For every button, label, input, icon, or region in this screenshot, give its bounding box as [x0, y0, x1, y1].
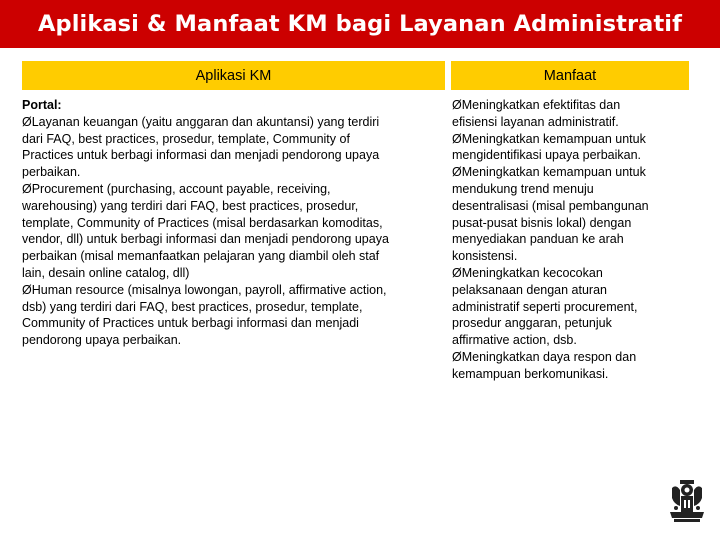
text-line: desentralisasi (misal pembangunan: [452, 198, 649, 213]
text-line: ØMeningkatkan kemampuan untuk: [452, 131, 646, 146]
university-crest-icon: [666, 478, 708, 524]
text-line: mengidentifikasi upaya perbaikan.: [452, 148, 642, 163]
text-line: ØLayanan keuangan (yaitu anggaran dan akuntansi) yang terdiri: [22, 114, 380, 129]
aplikasi-column: [22, 97, 442, 349]
text-line: vendor, dll) untuk berbagi informasi dan menjadi pendorong upaya: [22, 232, 389, 247]
text-line: perbaikan (misal memanfaatkan pelajaran yang diambil oleh staf: [22, 249, 380, 264]
manfaat-column: [452, 97, 688, 383]
text-line: Community of Practices untuk berbagi informasi dan menjadi: [22, 316, 359, 331]
text-line: ØMeningkatkan efektifitas dan: [452, 98, 621, 112]
text-line: efisiensi layanan administratif.: [452, 114, 619, 129]
table-header-aplikasi: Aplikasi KM: [22, 61, 445, 90]
text-line: Practices untuk berbagi informasi dan menjadi pendorong upaya: [22, 148, 380, 163]
text-line: prosedur anggaran, petunjuk: [452, 316, 612, 331]
text-line: pelaksanaan dengan aturan: [452, 282, 607, 297]
text-line: perbaikan.: [22, 165, 81, 180]
text-line: Portal:: [22, 98, 62, 112]
text-line: pendorong upaya perbaikan.: [22, 333, 182, 348]
text-line: ØMeningkatkan daya respon dan: [452, 349, 637, 364]
text-line: mendukung trend menuju: [452, 181, 594, 196]
text-line: administratif seperti procurement,: [452, 299, 638, 314]
text-line: konsistensi.: [452, 249, 518, 264]
text-line: menyediakan panduan ke arah: [452, 232, 624, 247]
text-line: pusat-pusat bisnis lokal) dengan: [452, 215, 632, 230]
text-line: warehousing) yang terdiri dari FAQ, best practices, prosedur,: [22, 198, 359, 213]
text-line: ØHuman resource (misalnya lowongan, payroll, affirmative action,: [22, 282, 387, 297]
text-line: ØMeningkatkan kemampuan untuk: [452, 165, 646, 180]
text-line: lain, desain online catalog, dll): [22, 265, 190, 280]
text-line: dari FAQ, best practices, prosedur, template, Community of: [22, 131, 350, 146]
table-header-manfaat: Manfaat: [451, 61, 689, 90]
text-line: dsb) yang terdiri dari FAQ, best practices, prosedur, template,: [22, 299, 363, 314]
text-line: kemampuan berkomunikasi.: [452, 366, 609, 381]
text-line: affirmative action, dsb.: [452, 333, 577, 348]
slide-title: Aplikasi & Manfaat KM bagi Layanan Administratif: [0, 0, 720, 48]
text-line: template, Community of Practices (misal berdasarkan komoditas,: [22, 215, 383, 230]
text-line: ØMeningkatkan kecocokan: [452, 265, 603, 280]
text-line: ØProcurement (purchasing, account payable, receiving,: [22, 181, 331, 196]
